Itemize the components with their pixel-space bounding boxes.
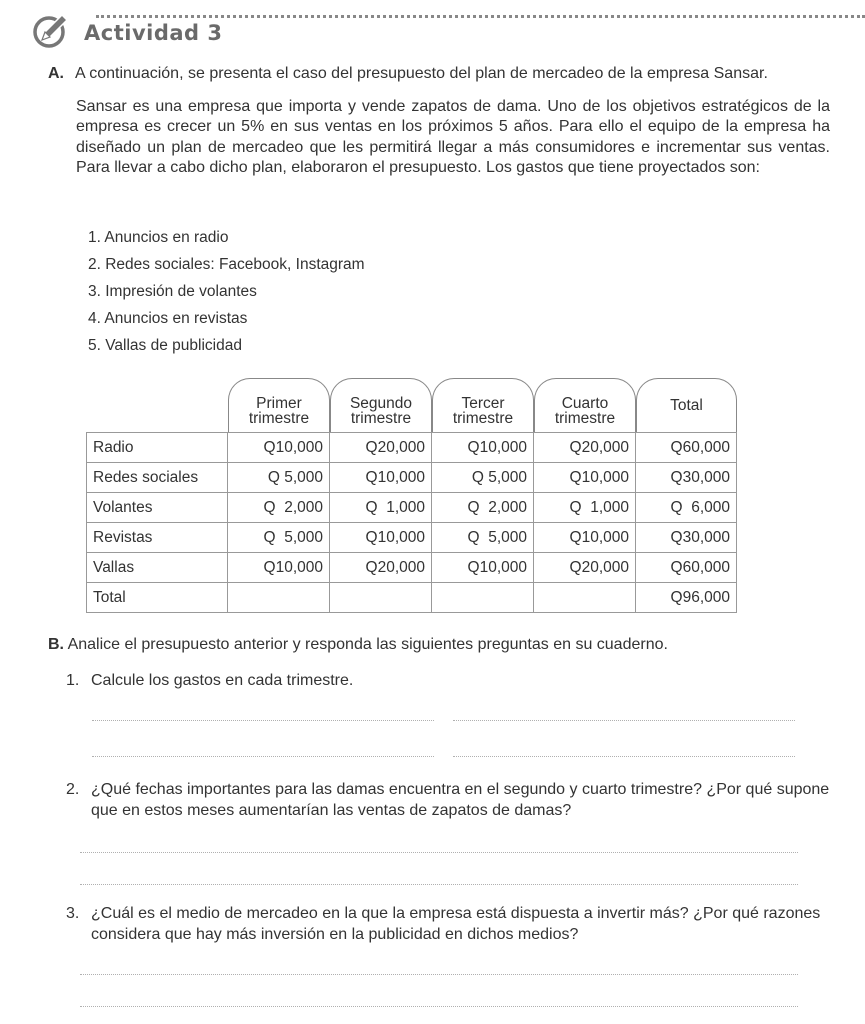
expense-list bbox=[88, 224, 365, 359]
table-row bbox=[86, 432, 737, 463]
answer-line[interactable] bbox=[80, 974, 798, 975]
header-q4: Cuarto trimestre bbox=[534, 378, 636, 432]
table-cell: Q 1,000 bbox=[534, 493, 636, 523]
question-2: 2. ¿Qué fechas importantes para las damas encuentra en el segundo y cuarto trimestre? ¿Por qué supone que en estos meses aumentarían las ventas de zapatos de damas? bbox=[66, 781, 830, 819]
table-cell: Q 5,000 bbox=[432, 463, 534, 493]
answer-line[interactable] bbox=[92, 756, 434, 757]
question-3: 3. ¿Cuál es el medio de mercadeo en la que la empresa está dispuesta a invertir más? ¿Por qué razones considera que hay más inversión en la publicidad en dichos medios? bbox=[66, 905, 821, 943]
table-row bbox=[86, 523, 737, 553]
table-cell: Q10,000 bbox=[330, 523, 432, 553]
answer-line[interactable] bbox=[80, 884, 798, 885]
answer-line[interactable] bbox=[80, 1006, 798, 1007]
table-cell: Q20,000 bbox=[534, 553, 636, 583]
table-cell: Q 6,000 bbox=[636, 493, 737, 523]
header-q3: Tercer trimestre bbox=[432, 378, 534, 432]
table-cell: Q96,000 bbox=[636, 583, 737, 613]
list-item: 5. Vallas de publicidad bbox=[88, 337, 242, 354]
row-label: Revistas bbox=[86, 523, 228, 553]
answer-line[interactable] bbox=[92, 720, 434, 721]
table-cell: Q 5,000 bbox=[228, 523, 330, 553]
answer-line[interactable] bbox=[453, 756, 795, 757]
pencil-circle-icon bbox=[32, 10, 72, 50]
header-q2: Segundo trimestre bbox=[330, 378, 432, 432]
table-cell bbox=[432, 583, 534, 613]
question-1: 1. Calcule los gastos en cada trimestre. bbox=[66, 672, 354, 689]
table-row bbox=[86, 583, 737, 613]
section-a-intro bbox=[48, 64, 768, 84]
row-label: Total bbox=[86, 583, 228, 613]
list-item: 3. Impresión de volantes bbox=[88, 283, 257, 300]
case-paragraph: Sansar es una empresa que importa y vende zapatos de dama. Uno de los objetivos estratégicos de la empresa es crecer un 5% en sus ventas en los próximos 5 años. Para ello el equipo de la empresa ha diseñado un plan de mercadeo que les permitirá llegar a más consumidores e incrementar sus ventas. Para llevar a cabo dicho plan, elaboraron el presupuesto. Los gastos que tiene proyectados son: bbox=[76, 98, 830, 177]
section-a-letter: A. bbox=[48, 65, 64, 82]
table-cell: Q 2,000 bbox=[432, 493, 534, 523]
table-cell bbox=[330, 583, 432, 613]
table-cell: Q20,000 bbox=[534, 432, 636, 463]
table-cell: Q10,000 bbox=[330, 463, 432, 493]
table-cell: Q30,000 bbox=[636, 463, 737, 493]
table-row bbox=[86, 463, 737, 493]
table-cell: Q 2,000 bbox=[228, 493, 330, 523]
activity-header bbox=[30, 2, 865, 52]
row-label: Volantes bbox=[86, 493, 228, 523]
table-row bbox=[86, 553, 737, 583]
table-cell: Q10,000 bbox=[228, 432, 330, 463]
header-q1: Primer trimestre bbox=[228, 378, 330, 432]
row-label: Vallas bbox=[86, 553, 228, 583]
section-b-letter: B. bbox=[48, 636, 64, 653]
row-label: Radio bbox=[86, 432, 228, 463]
list-item: 2. Redes sociales: Facebook, Instagram bbox=[88, 256, 365, 273]
answer-line[interactable] bbox=[453, 720, 795, 721]
section-b-intro bbox=[48, 636, 668, 654]
activity-title: Actividad 3 bbox=[84, 21, 223, 45]
table-cell: Q20,000 bbox=[330, 432, 432, 463]
table-cell: Q30,000 bbox=[636, 523, 737, 553]
table-cell: Q 1,000 bbox=[330, 493, 432, 523]
table-cell: Q20,000 bbox=[330, 553, 432, 583]
table-cell: Q10,000 bbox=[432, 432, 534, 463]
section-a-intro-text: A continuación, se presenta el caso del presupuesto del plan de mercadeo de la empresa Sansar. bbox=[75, 65, 768, 82]
header-blank bbox=[86, 378, 228, 432]
table-cell: Q10,000 bbox=[534, 523, 636, 553]
budget-table bbox=[86, 378, 737, 613]
header-total: Total bbox=[636, 378, 737, 432]
table-cell: Q10,000 bbox=[534, 463, 636, 493]
table-cell: Q60,000 bbox=[636, 553, 737, 583]
list-item: 4. Anuncios en revistas bbox=[88, 310, 248, 327]
table-cell: Q 5,000 bbox=[228, 463, 330, 493]
table-cell: Q60,000 bbox=[636, 432, 737, 463]
table-cell: Q10,000 bbox=[432, 553, 534, 583]
table-cell: Q 5,000 bbox=[432, 523, 534, 553]
table-cell bbox=[228, 583, 330, 613]
answer-line[interactable] bbox=[80, 852, 798, 853]
list-item: 1. Anuncios en radio bbox=[88, 229, 229, 246]
table-header-row bbox=[86, 378, 737, 432]
table-cell bbox=[534, 583, 636, 613]
table-row bbox=[86, 493, 737, 523]
row-label: Redes sociales bbox=[86, 463, 228, 493]
table-cell: Q10,000 bbox=[228, 553, 330, 583]
dotted-divider bbox=[96, 15, 865, 18]
section-b-intro-text: Analice el presupuesto anterior y responda las siguientes preguntas en su cuaderno. bbox=[67, 636, 668, 653]
